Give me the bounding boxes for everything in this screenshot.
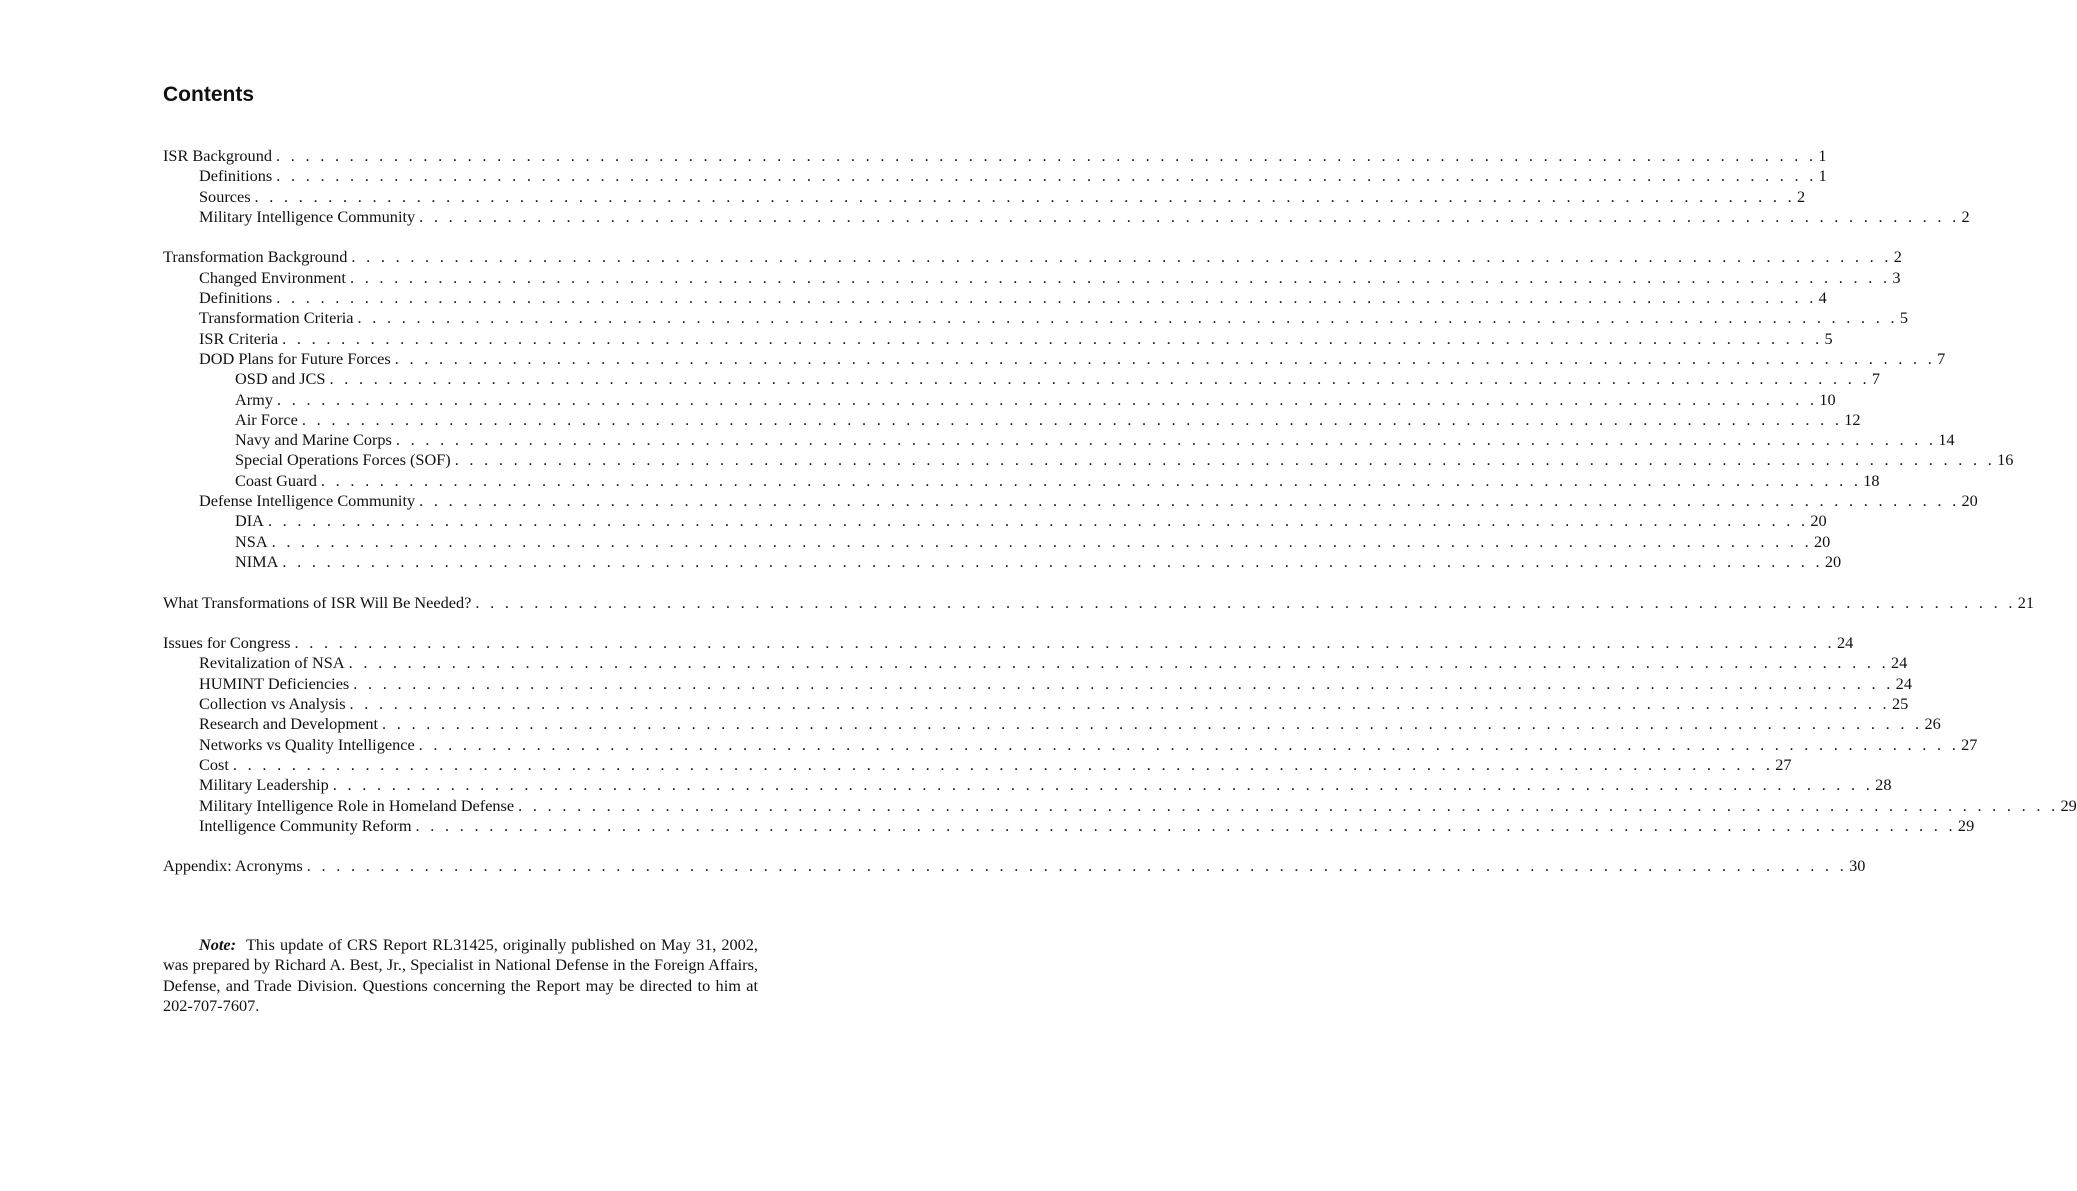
toc-entry-title: HUMINT Deficiencies	[199, 673, 350, 693]
toc-entry[interactable]	[163, 531, 1831, 552]
toc-entry[interactable]	[163, 491, 1978, 511]
dot-leader: . . . . . . . . . . . . . . . . . . . . . . . . . . . . . . . . . . . . . . . . . . . . . . . . . . . . . . . . . . . . . . . . . . . . . . . . . . . . . . . . . . . . . . . . . . . . . . . . . . . . . . . . .	[276, 288, 1817, 308]
toc-entry[interactable]	[163, 714, 1941, 734]
dot-leader: . . . . . . . . . . . . . . . . . . . . . . . . . . . . . . . . . . . . . . . . . . . . . . . . . . . . . . . . . . . . . . . . . . . . . . . . . . . . . . . . . . . . . . . . . . . . . . . . . . . . . . . . .	[353, 673, 1894, 693]
toc-entry-page-number: 20	[1824, 551, 1842, 571]
toc-entry[interactable]	[163, 470, 1880, 491]
toc-entry-page-number: 2	[1796, 186, 1806, 206]
toc-entry-page-number: 24	[1891, 653, 1908, 673]
toc-entry-title: Research and Development	[199, 714, 379, 734]
toc-entry-page-number: 28	[1875, 775, 1892, 795]
toc-entry-title: Defense Intelligence Community	[199, 491, 416, 511]
toc-entry-page-number: 29	[2060, 795, 2077, 815]
toc-section	[163, 592, 2035, 613]
dot-leader: . . . . . . . . . . . . . . . . . . . . . . . . . . . . . . . . . . . . . . . . . . . . . . . . . . . . . . . . . . . . . . . . . . . . . . . . . . . . . . . . . . . . . . . . . . . . . . . . . . . . . . . . .	[394, 348, 1936, 368]
toc-entry[interactable]	[163, 856, 1866, 876]
dot-leader: . . . . . . . . . . . . . . . . . . . . . . . . . . . . . . . . . . . . . . . . . . . . . . . . . . . . . . . . . . . . . . . . . . . . . . . . . . . . . . . . . . . . . . . . . . . . . . . . . . . . . . . . .	[276, 389, 1818, 409]
toc-entry[interactable]	[163, 430, 1955, 450]
toc-entry-page-number: 24	[1895, 673, 1912, 693]
toc-entry[interactable]	[163, 247, 1902, 267]
dot-leader: . . . . . . . . . . . . . . . . . . . . . . . . . . . . . . . . . . . . . . . . . . . . . . . . . . . . . . . . . . . . . . . . . . . . . . . . . . . . . . . . . . . . . . . . . . . . . . . . . . . . . . . . .	[232, 754, 1774, 774]
toc-section	[163, 247, 2014, 572]
toc-entry-page-number: 16	[1997, 450, 2014, 470]
dot-leader: . . . . . . . . . . . . . . . . . . . . . . . . . . . . . . . . . . . . . . . . . . . . . . . . . . . . . . . . . . . . . . . . . . . . . . . . . . . . . . . . . . . . . . . . . . . . . . . . . . . . . . . . .	[475, 592, 2016, 612]
dot-leader: . . . . . . . . . . . . . . . . . . . . . . . . . . . . . . . . . . . . . . . . . . . . . . . . . . . . . . . . . . . . . . . . . . . . . . . . . . . . . . . . . . . . . . . . . . . . . . . . . . . . . . . . .	[518, 795, 2059, 815]
toc-entry-page-number: 1	[1818, 166, 1827, 186]
dot-leader: . . . . . . . . . . . . . . . . . . . . . . . . . . . . . . . . . . . . . . . . . . . . . . . . . . . . . . . . . . . . . . . . . . . . . . . . . . . . . . . . . . . . . . . . . . . . . . . . . . . . . . . . .	[351, 247, 1892, 267]
dot-leader: . . . . . . . . . . . . . . . . . . . . . . . . . . . . . . . . . . . . . . . . . . . . . . . . . . . . . . . . . . . . . . . . . . . . . . . . . . . . . . . . . . . . . . . . . . . . . . . . . . . . . . . . .	[301, 409, 1843, 429]
toc-entry-page-number: 20	[1813, 531, 1831, 551]
toc-entry-page-number: 2	[1961, 206, 1970, 226]
toc-entry-page-number: 30	[1849, 856, 1866, 876]
toc-entry-page-number: 20	[1810, 511, 1827, 531]
toc-entry-page-number: 12	[1844, 409, 1861, 429]
toc-entry-title: Air Force	[235, 409, 298, 429]
toc-entry-title: What Transformations of ISR Will Be Needed?	[163, 592, 472, 612]
toc-entry[interactable]	[163, 409, 1861, 430]
toc-entry[interactable]	[163, 450, 2014, 470]
toc-entry-title: Issues for Congress	[163, 633, 291, 653]
toc-entry[interactable]	[163, 186, 1806, 207]
toc-entry-title: Army	[235, 389, 273, 409]
toc-entry-title: Transformation Background	[163, 247, 348, 267]
toc-entry-page-number: 26	[1924, 714, 1941, 734]
dot-leader: . . . . . . . . . . . . . . . . . . . . . . . . . . . . . . . . . . . . . . . . . . . . . . . . . . . . . . . . . . . . . . . . . . . . . . . . . . . . . . . . . . . . . . . . . . . . . . . . . . . . . . . . .	[418, 734, 1960, 754]
toc-entry[interactable]	[163, 146, 1827, 166]
toc-entry[interactable]	[163, 348, 1946, 369]
dot-leader: . . . . . . . . . . . . . . . . . . . . . . . . . . . . . . . . . . . . . . . . . . . . . . . . . . . . . . . . . . . . . . . . . . . . . . . . . . . . . . . . . . . . . . . . . . . . . . . . . . . . . . . . .	[271, 531, 1812, 551]
toc-entry-title: Navy and Marine Corps	[235, 430, 392, 450]
toc-entry-page-number: 2	[1893, 247, 1902, 267]
toc-entry[interactable]	[163, 551, 1842, 572]
toc-entry-title: Military Leadership	[199, 775, 329, 795]
toc-entry-title: Coast Guard	[235, 470, 317, 490]
dot-leader: . . . . . . . . . . . . . . . . . . . . . . . . . . . . . . . . . . . . . . . . . . . . . . . . . . . . . . . . . . . . . . . . . . . . . . . . . . . . . . . . . . . . . . . . . . . . . . . . . . . . . . . . .	[349, 694, 1890, 714]
toc-entry-page-number: 7	[1937, 348, 1946, 368]
toc-entry[interactable]	[163, 815, 1975, 836]
toc-entry-title: Definitions	[199, 288, 273, 308]
toc-entry-title: Changed Environment	[199, 267, 346, 287]
toc-entry-title: OSD and JCS	[235, 369, 326, 389]
toc-entry-title: Cost	[199, 754, 229, 774]
toc-entry-title: ISR Criteria	[199, 328, 279, 348]
toc-entry[interactable]	[163, 369, 1881, 389]
toc-entry[interactable]	[163, 206, 1970, 227]
toc-entry-page-number: 24	[1836, 633, 1854, 653]
toc-section	[163, 146, 1970, 227]
table-of-contents	[163, 146, 2077, 877]
dot-leader: . . . . . . . . . . . . . . . . . . . . . . . . . . . . . . . . . . . . . . . . . . . . . . . . . . . . . . . . . . . . . . . . . . . . . . . . . . . . . . . . . . . . . . . . . . . . . . . . . . . . . . . . .	[276, 166, 1817, 186]
toc-section	[163, 856, 1866, 876]
toc-entry-title: Definitions	[199, 166, 273, 186]
toc-entry-title: Networks vs Quality Intelligence	[199, 734, 415, 754]
dot-leader: . . . . . . . . . . . . . . . . . . . . . . . . . . . . . . . . . . . . . . . . . . . . . . . . . . . . . . . . . . . . . . . . . . . . . . . . . . . . . . . . . . . . . . . . . . . . . . . . . . . . . . . . .	[294, 633, 1835, 653]
author-note	[163, 935, 758, 1016]
toc-entry-page-number: 5	[1899, 308, 1909, 328]
toc-section	[163, 633, 2077, 836]
dot-leader: . . . . . . . . . . . . . . . . . . . . . . . . . . . . . . . . . . . . . . . . . . . . . . . . . . . . . . . . . . . . . . . . . . . . . . . . . . . . . . . . . . . . . . . . . . . . . . . . . . . . . . . . .	[348, 653, 1890, 673]
toc-entry[interactable]	[163, 633, 1854, 653]
dot-leader: . . . . . . . . . . . . . . . . . . . . . . . . . . . . . . . . . . . . . . . . . . . . . . . . . . . . . . . . . . . . . . . . . . . . . . . . . . . . . . . . . . . . . . . . . . . . . . . . . . . . . . . . .	[419, 206, 1960, 226]
dot-leader: . . . . . . . . . . . . . . . . . . . . . . . . . . . . . . . . . . . . . . . . . . . . . . . . . . . . . . . . . . . . . . . . . . . . . . . . . . . . . . . . . . . . . . . . . . . . . . . . . . . . . . . . .	[357, 308, 1898, 328]
toc-entry[interactable]	[163, 694, 1909, 714]
toc-entry[interactable]	[163, 775, 1892, 795]
dot-leader: . . . . . . . . . . . . . . . . . . . . . . . . . . . . . . . . . . . . . . . . . . . . . . . . . . . . . . . . . . . . . . . . . . . . . . . . . . . . . . . . . . . . . . . . . . . . . . . . . . . . . . . . .	[415, 815, 1956, 835]
dot-leader: . . . . . . . . . . . . . . . . . . . . . . . . . . . . . . . . . . . . . . . . . . . . . . . . . . . . . . . . . . . . . . . . . . . . . . . . . . . . . . . . . . . . . . . . . . . . . . . . . . . . . . . . .	[320, 470, 1862, 490]
toc-entry-page-number: 18	[1863, 470, 1880, 490]
toc-entry[interactable]	[163, 308, 1909, 328]
toc-entry-title: Appendix: Acronyms	[163, 856, 303, 876]
toc-entry[interactable]	[163, 267, 1901, 288]
toc-entry[interactable]	[163, 166, 1827, 186]
dot-leader: . . . . . . . . . . . . . . . . . . . . . . . . . . . . . . . . . . . . . . . . . . . . . . . . . . . . . . . . . . . . . . . . . . . . . . . . . . . . . . . . . . . . . . . . . . . . . . . . . . . . . . . . .	[419, 491, 1960, 511]
toc-entry-title: Military Intelligence Role in Homeland Defense	[199, 795, 515, 815]
toc-entry-title: DOD Plans for Future Forces	[199, 348, 391, 368]
toc-entry-title: DIA	[235, 511, 264, 531]
dot-leader: . . . . . . . . . . . . . . . . . . . . . . . . . . . . . . . . . . . . . . . . . . . . . . . . . . . . . . . . . . . . . . . . . . . . . . . . . . . . . . . . . . . . . . . . . . . . . . . . . . . . . . . . .	[254, 186, 1795, 206]
toc-entry[interactable]	[163, 592, 2035, 613]
toc-entry-title: Intelligence Community Reform	[199, 815, 412, 835]
toc-entry[interactable]	[163, 653, 1908, 673]
toc-entry-page-number: 5	[1824, 328, 1833, 348]
toc-entry[interactable]	[163, 673, 1912, 694]
toc-entry[interactable]	[163, 795, 2077, 816]
dot-leader: . . . . . . . . . . . . . . . . . . . . . . . . . . . . . . . . . . . . . . . . . . . . . . . . . . . . . . . . . . . . . . . . . . . . . . . . . . . . . . . . . . . . . . . . . . . . . . . . . . . . . . . . .	[349, 267, 1891, 287]
toc-entry-title: Revitalization of NSA	[199, 653, 345, 673]
toc-entry-page-number: 27	[1775, 754, 1792, 774]
toc-entry[interactable]	[163, 288, 1827, 308]
toc-entry-page-number: 20	[1961, 491, 1978, 511]
toc-entry-page-number: 21	[2017, 592, 2035, 612]
toc-entry-page-number: 10	[1819, 389, 1836, 409]
toc-entry-title: ISR Background	[163, 146, 272, 165]
dot-leader: . . . . . . . . . . . . . . . . . . . . . . . . . . . . . . . . . . . . . . . . . . . . . . . . . . . . . . . . . . . . . . . . . . . . . . . . . . . . . . . . . . . . . . . . . . . . . . . . . . . . . . . . .	[329, 369, 1870, 389]
toc-entry-title: Transformation Criteria	[199, 308, 354, 328]
dot-leader: . . . . . . . . . . . . . . . . . . . . . . . . . . . . . . . . . . . . . . . . . . . . . . . . . . . . . . . . . . . . . . . . . . . . . . . . . . . . . . . . . . . . . . . . . . . . . . . . . . . . . . . . .	[282, 328, 1823, 348]
toc-entry[interactable]	[163, 511, 1827, 531]
toc-entry-page-number: 29	[1957, 815, 1975, 835]
note-label: Note:	[199, 935, 237, 954]
toc-entry[interactable]	[163, 754, 1792, 775]
toc-entry[interactable]	[163, 389, 1836, 410]
toc-entry[interactable]	[163, 734, 1978, 755]
dot-leader: . . . . . . . . . . . . . . . . . . . . . . . . . . . . . . . . . . . . . . . . . . . . . . . . . . . . . . . . . . . . . . . . . . . . . . . . . . . . . . . . . . . . . . . . . . . . . . . . . . . . . . . . .	[454, 450, 1996, 470]
dot-leader: . . . . . . . . . . . . . . . . . . . . . . . . . . . . . . . . . . . . . . . . . . . . . . . . . . . . . . . . . . . . . . . . . . . . . . . . . . . . . . . . . . . . . . . . . . . . . . . . . . . . . . . . .	[395, 430, 1937, 450]
toc-entry-page-number: 27	[1961, 734, 1978, 754]
toc-entry[interactable]	[163, 328, 1833, 349]
toc-entry-title: Collection vs Analysis	[199, 694, 346, 714]
toc-entry-title: Special Operations Forces (SOF)	[235, 450, 451, 470]
dot-leader: . . . . . . . . . . . . . . . . . . . . . . . . . . . . . . . . . . . . . . . . . . . . . . . . . . . . . . . . . . . . . . . . . . . . . . . . . . . . . . . . . . . . . . . . . . . . . . . . . . . . . . . . .	[332, 775, 1874, 795]
toc-entry-title: NSA	[235, 531, 268, 551]
toc-entry-page-number: 14	[1938, 430, 1955, 450]
toc-entry-page-number: 7	[1871, 369, 1881, 389]
toc-entry-title: Military Intelligence Community	[199, 206, 416, 226]
toc-entry-title: Sources	[199, 186, 251, 206]
toc-entry-page-number: 4	[1818, 288, 1827, 308]
dot-leader: . . . . . . . . . . . . . . . . . . . . . . . . . . . . . . . . . . . . . . . . . . . . . . . . . . . . . . . . . . . . . . . . . . . . . . . . . . . . . . . . . . . . . . . . . . . . . . . . . . . . . . . . .	[267, 511, 1809, 531]
toc-entry-page-number: 1	[1818, 146, 1827, 165]
dot-leader: . . . . . . . . . . . . . . . . . . . . . . . . . . . . . . . . . . . . . . . . . . . . . . . . . . . . . . . . . . . . . . . . . . . . . . . . . . . . . . . . . . . . . . . . . . . . . . . . . . . . . . . . .	[275, 146, 1817, 165]
note-text: This update of CRS Report RL31425, originally published on May 31, 2002, was prepared by Richard A. Best, Jr., Specialist in National Defense in the Foreign Affairs, Defense, and Trade Division. Questions concerning the Report may be directed to him at 202-707-7607.	[163, 935, 758, 1015]
contents-heading: Contents	[163, 83, 254, 106]
dot-leader: . . . . . . . . . . . . . . . . . . . . . . . . . . . . . . . . . . . . . . . . . . . . . . . . . . . . . . . . . . . . . . . . . . . . . . . . . . . . . . . . . . . . . . . . . . . . . . . . . . . . . . . . .	[282, 551, 1823, 571]
toc-entry-page-number: 3	[1892, 267, 1901, 287]
toc-entry-title: NIMA	[235, 551, 279, 571]
dot-leader: . . . . . . . . . . . . . . . . . . . . . . . . . . . . . . . . . . . . . . . . . . . . . . . . . . . . . . . . . . . . . . . . . . . . . . . . . . . . . . . . . . . . . . . . . . . . . . . . . . . . . . . . .	[382, 714, 1923, 734]
dot-leader: . . . . . . . . . . . . . . . . . . . . . . . . . . . . . . . . . . . . . . . . . . . . . . . . . . . . . . . . . . . . . . . . . . . . . . . . . . . . . . . . . . . . . . . . . . . . . . . . . . . . . . . . .	[306, 856, 1848, 876]
toc-entry-page-number: 25	[1891, 694, 1909, 714]
